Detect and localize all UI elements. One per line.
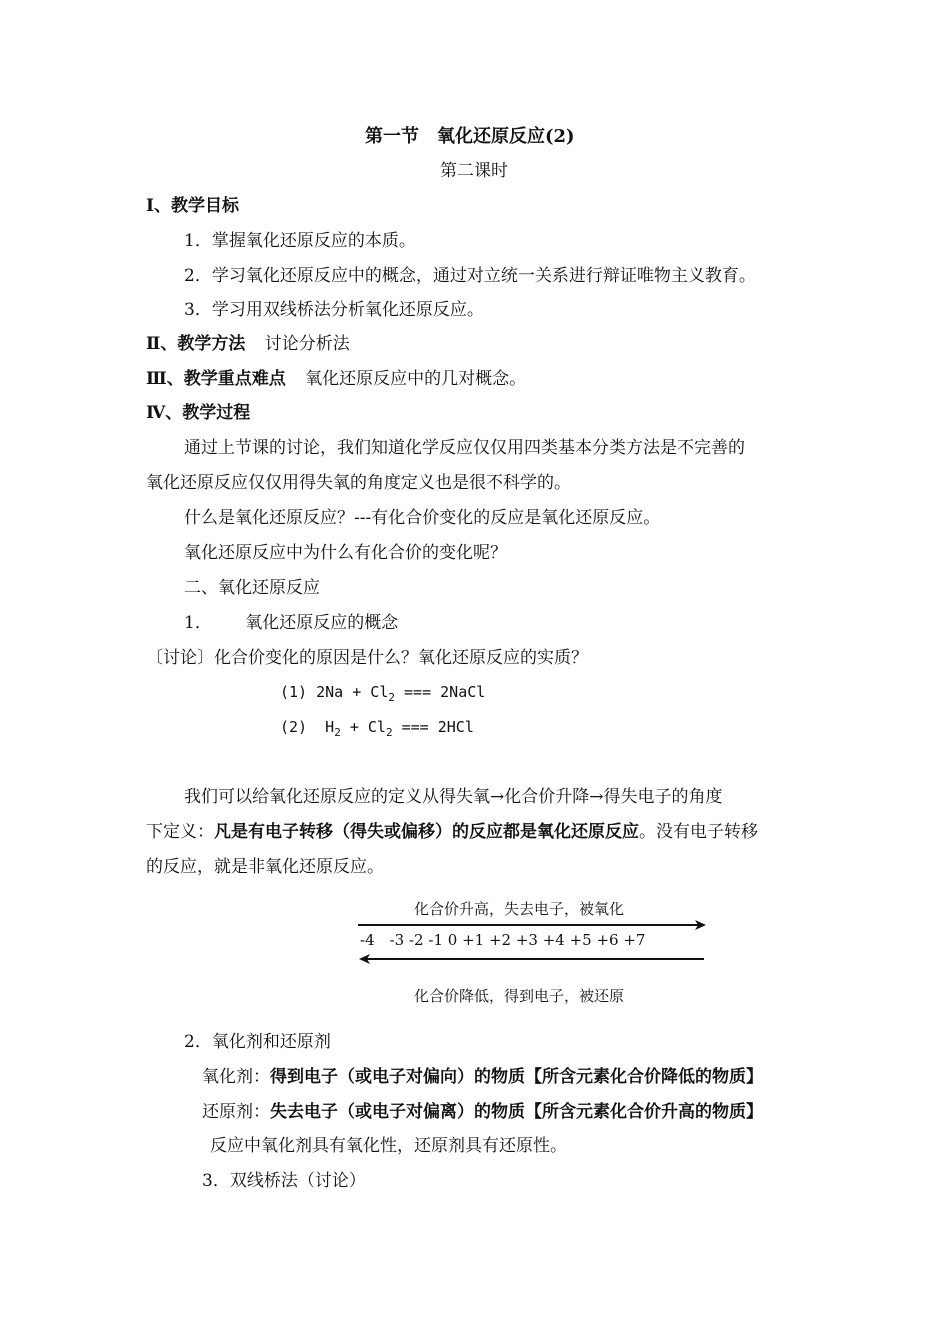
- valence-numbers: -4 -3 -2 -1 0 +1 +2 +3 +4 +5 +6 +7: [360, 931, 646, 949]
- oxidant-line: [202, 1066, 763, 1088]
- section-3-content: 氧化还原反应中的几对概念。: [305, 369, 527, 389]
- equation-1-label: (1): [280, 683, 308, 701]
- section-2: [146, 333, 350, 355]
- page-title: 第一节 氧化还原反应(2): [365, 126, 575, 147]
- definition-line-2: [146, 821, 758, 843]
- equation-1-left: 2Na + Cl: [316, 683, 389, 701]
- item-1-number: 1．: [184, 613, 212, 633]
- section-3-heading: Ⅲ、教学重点难点: [146, 369, 286, 389]
- oxidant-reductant-note: 反应中氧化剂具有氧化性，还原剂具有还原性。: [210, 1136, 567, 1156]
- definition-prefix: 下定义：: [146, 822, 214, 842]
- section-4-heading: Ⅳ、教学过程: [146, 403, 251, 423]
- objective-2: 2．学习氧化还原反应中的概念，通过对立统一关系进行辩证唯物主义教育。: [184, 266, 756, 286]
- reductant-definition: 失去电子（或电子对偏离）的物质【所含元素化合价升高的物质】: [270, 1102, 763, 1122]
- equation-1-right: === 2NaCl: [404, 683, 486, 701]
- item-1-text: 氧化还原反应的概念: [245, 613, 399, 633]
- definition-bold: 凡是有电子转移（得失或偏移）的反应都是氧化还原反应: [214, 822, 639, 842]
- equation-2-right: === 2HCl: [401, 718, 474, 736]
- equation-2-left: H: [325, 718, 335, 736]
- oxidant-definition: 得到电子（或电子对偏向）的物质【所含元素化合价降低的物质】: [270, 1067, 763, 1087]
- equation-2-sub-1: 2: [334, 726, 341, 739]
- section-1-heading: Ⅰ、教学目标: [146, 196, 239, 216]
- reductant-label: 还原剂：: [202, 1102, 270, 1122]
- item-3: 3．双线桥法（讨论）: [202, 1171, 366, 1191]
- intro-paragraph-line-1: 通过上节课的讨论，我们知道化学反应仅仅用四类基本分类方法是不完善的: [184, 438, 745, 458]
- definition-suffix: 。没有电子转移: [639, 822, 758, 842]
- section-3: [146, 368, 526, 390]
- part-2-heading: 2．氧化剂和还原剂: [184, 1032, 331, 1052]
- equation-1-sub: 2: [388, 691, 395, 704]
- equation-1: [280, 681, 485, 709]
- definition-line-3: 的反应，就是非氧化还原反应。: [146, 857, 384, 877]
- equation-2-sub-2: 2: [385, 726, 393, 739]
- equation-2-label: (2): [280, 718, 308, 736]
- diagram-bottom-label: 化合价降低，得到电子，被还原: [414, 987, 625, 1005]
- objective-1: 1．掌握氧化还原反应的本质。: [184, 231, 416, 251]
- equation-2: [280, 716, 474, 744]
- section-2-heading: Ⅱ、教学方法: [146, 334, 246, 354]
- reductant-line: [202, 1101, 763, 1123]
- question-1: 什么是氧化还原反应？---有化合价变化的反应是氧化还原反应。: [184, 508, 661, 528]
- item-1: [184, 612, 398, 634]
- section-2-content: 讨论分析法: [264, 334, 350, 354]
- page-subtitle: 第二课时: [440, 161, 508, 181]
- diagram-top-label: 化合价升高，失去电子，被氧化: [414, 900, 625, 918]
- equation-2-mid: + Cl: [340, 718, 386, 736]
- definition-line-1: 我们可以给氧化还原反应的定义从得失氧→化合价升降→得失电子的角度: [184, 787, 723, 807]
- question-2: 氧化还原反应中为什么有化合价的变化呢？: [184, 543, 507, 563]
- objective-3: 3．学习用双线桥法分析氧化还原反应。: [184, 300, 484, 320]
- intro-paragraph-line-2: 氧化还原反应仅仅用得失氧的角度定义也是很不科学的。: [146, 473, 571, 493]
- oxidant-label: 氧化剂：: [202, 1067, 270, 1087]
- discussion-prompt: 〔讨论〕化合价变化的原因是什么？氧化还原反应的实质？: [146, 648, 588, 668]
- sub-heading-redox: 二、氧化还原反应: [184, 578, 320, 598]
